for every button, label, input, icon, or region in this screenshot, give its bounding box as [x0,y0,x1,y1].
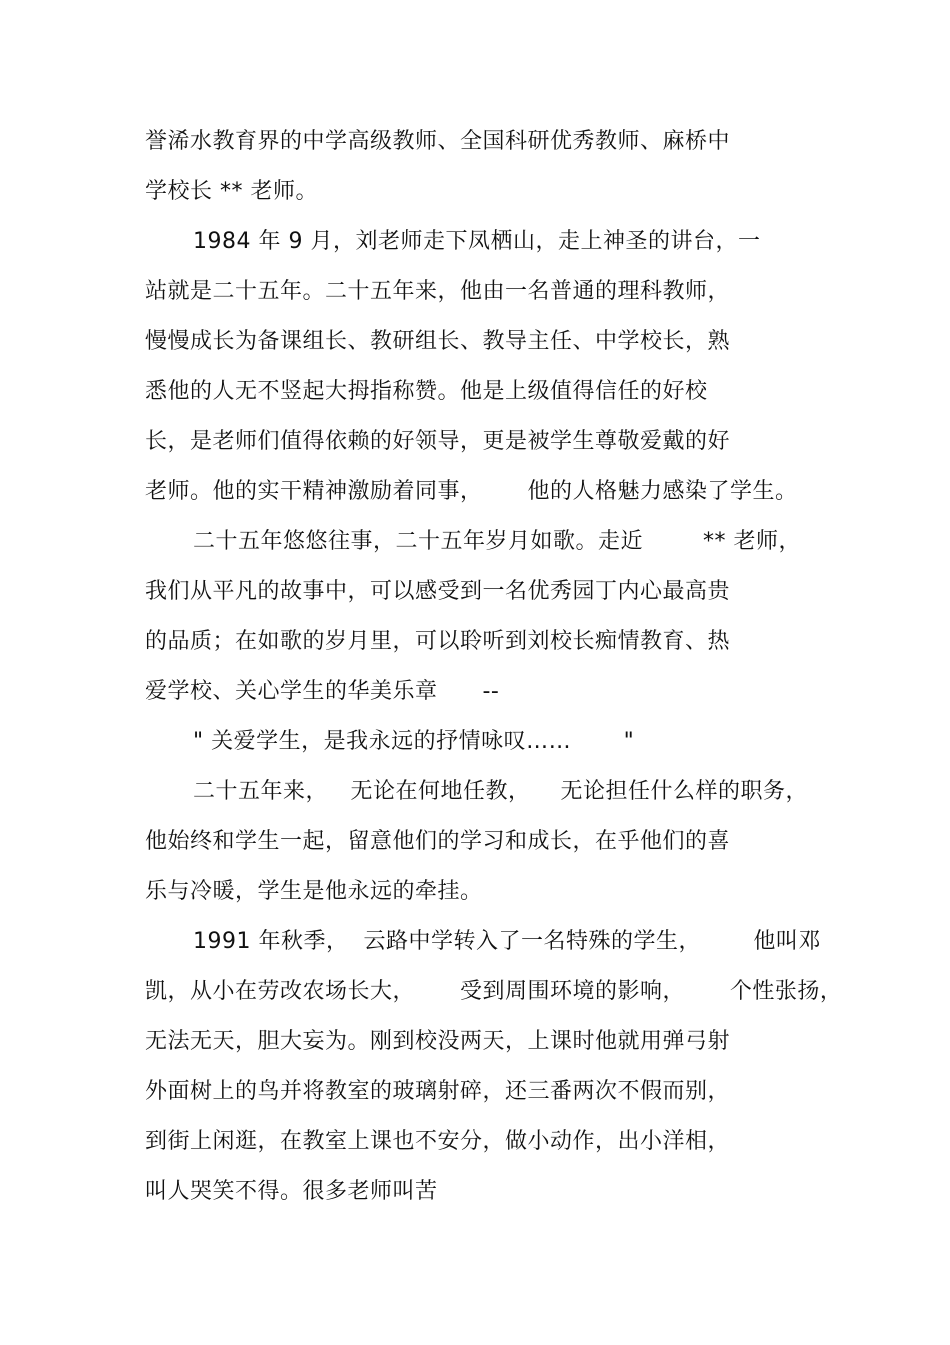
text-line: 爱学校、关心学生的华美乐章 -- [145,679,500,704]
text-line: 长，是老师们值得依赖的好领导，更是被学生尊敬爱戴的好 [145,429,731,454]
text-line: 的品质；在如歌的岁月里，可以聆听到刘校长痴情教育、热 [145,629,731,654]
text-line: 誉浠水教育界的中学高级教师、全国科研优秀教师、麻桥中 [145,129,731,154]
text-line: 站就是二十五年。二十五年来，他由一名普通的理科教师， [145,279,731,304]
text-line: 外面树上的鸟并将教室的玻璃射碎，还三番两次不假而别， [145,1079,731,1104]
text-line: 无法无天，胆大妄为。刚到校没两天，上课时他就用弹弓射 [145,1029,731,1054]
text-line: 我们从平凡的故事中，可以感受到一名优秀园丁内心最高贵 [145,579,731,604]
text-line: 学校长 ** 老师。 [145,179,318,204]
text-line: 老师。他的实干精神激励着同事， 他的人格魅力感染了学生。 [145,479,798,504]
text-line: 悉他的人无不竖起大拇指称赞。他是上级值得信任的好校 [145,379,708,404]
text-line: 1991 年秋季， 云路中学转入了一名特殊的学生， 他叫邓 [193,929,821,954]
text-line: 他始终和学生一起，留意他们的学习和成长，在乎他们的喜 [145,829,731,854]
text-line: 叫人哭笑不得。很多老师叫苦 [145,1179,438,1204]
text-line: 凯，从小在劳改农场长大， 受到周围环境的影响， 个性张扬， [145,979,843,1004]
text-line: 1984 年 9 月，刘老师走下凤栖山，走上神圣的讲台，一 [193,229,761,254]
text-line: 二十五年悠悠往事，二十五年岁月如歌。走近 ** 老师， [193,529,801,554]
text-line: " 关爱学生，是我永远的抒情咏叹…… " [193,729,635,754]
text-line: 乐与冷暖，学生是他永远的牵挂。 [145,879,483,904]
text-line: 二十五年来， 无论在何地任教， 无论担任什么样的职务， [193,779,808,804]
text-line: 到街上闲逛，在教室上课也不安分，做小动作，出小洋相， [145,1129,731,1154]
text-line: 慢慢成长为备课组长、教研组长、教导主任、中学校长，熟 [145,329,731,354]
